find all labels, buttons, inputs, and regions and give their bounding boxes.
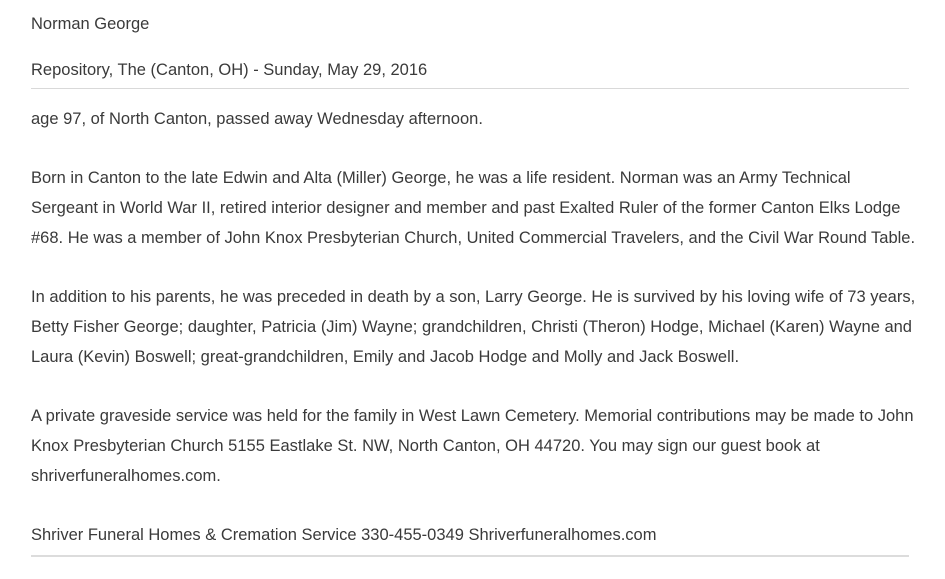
paragraph-line: Betty Fisher George; daughter, Patricia (Jim) Wayne; grandchildren, Christi (Theron) Hodge, Michael (Karen) Wayne and xyxy=(31,318,912,336)
paragraph-line: A private graveside service was held for the family in West Lawn Cemetery. Memorial contributions may be made to John xyxy=(31,407,914,425)
paragraph-funeral-home xyxy=(31,520,911,550)
publication-source: Repository, The (Canton, OH) - Sunday, May 29, 2016 xyxy=(31,61,428,79)
obituary-name: Norman George xyxy=(31,15,150,33)
paragraph-line: Sergeant in World War II, retired interior designer and member and past Exalted Ruler of the former Canton Elks Lodge xyxy=(31,199,901,217)
paragraph-services xyxy=(31,401,914,491)
paragraph-line: Knox Presbyterian Church 5155 Eastlake St. NW, North Canton, OH 44720. You may sign our guest book at xyxy=(31,437,820,455)
paragraph-line: Laura (Kevin) Boswell; great-grandchildren, Emily and Jacob Hodge and Molly and Jack Boswell. xyxy=(31,348,740,366)
paragraph-line: shriverfuneralhomes.com. xyxy=(31,467,221,485)
paragraph-line: age 97, of North Canton, passed away Wednesday afternoon. xyxy=(31,110,483,128)
paragraph-line: #68. He was a member of John Knox Presbyterian Church, United Commercial Travelers, and the Civil War Round Table. xyxy=(31,229,916,247)
paragraph-line: Shriver Funeral Homes & Cremation Service 330-455-0349 Shriverfuneralhomes.com xyxy=(31,526,657,544)
obituary-body xyxy=(31,104,916,550)
paragraph-biography xyxy=(31,163,916,253)
paragraph-intro xyxy=(31,104,911,134)
paragraph-line: In addition to his parents, he was preceded in death by a son, Larry George. He is survived by his loving wife of 73 years, xyxy=(31,288,916,306)
paragraph-family xyxy=(31,282,916,372)
obituary-article xyxy=(31,0,916,579)
paragraph-line: Born in Canton to the late Edwin and Alta (Miller) George, he was a life resident. Norman was an Army Technical xyxy=(31,169,851,187)
header-divider xyxy=(31,88,909,89)
footer-divider xyxy=(31,555,909,557)
